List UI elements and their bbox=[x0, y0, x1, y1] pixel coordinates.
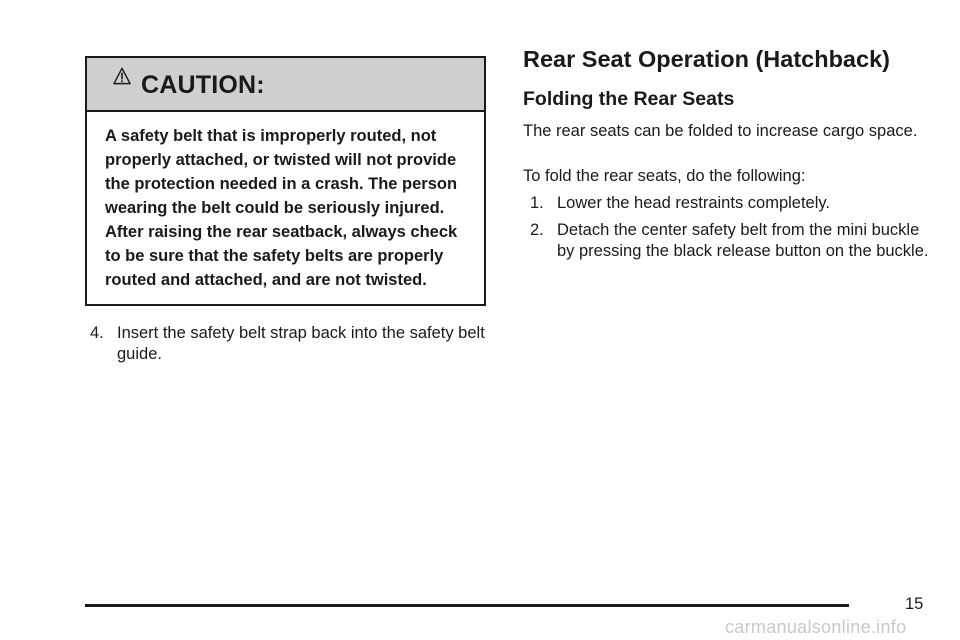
subsection-title: Folding the Rear Seats bbox=[523, 88, 735, 110]
step-number: 2. bbox=[530, 221, 544, 239]
watermark: carmanualsonline.info bbox=[725, 617, 907, 637]
list-item bbox=[530, 220, 930, 262]
step-text: Detach the center safety belt from the mini buckle by pressing the black release button on the buckle. bbox=[557, 221, 929, 260]
warning-triangle-icon bbox=[113, 67, 131, 85]
page-number: 15 bbox=[905, 595, 924, 613]
section-title: Rear Seat Operation (Hatchback) bbox=[523, 46, 890, 72]
list-item bbox=[530, 193, 930, 214]
step-text: Insert the safety belt strap back into the safety belt guide. bbox=[117, 324, 485, 363]
paragraph-cargo: The rear seats can be folded to increase cargo space. bbox=[523, 122, 918, 140]
caution-header bbox=[87, 58, 484, 112]
left-step-4 bbox=[90, 323, 490, 365]
step-text: Lower the head restraints completely. bbox=[557, 194, 830, 212]
caution-body: A safety belt that is improperly routed, not properly attached, or twisted will not provide the protection needed in a crash. The person wearing the belt could be seriously injured. After raising the rear seatback, always check to be sure that the safety belts are properly routed and attached, and are not twisted. bbox=[105, 127, 458, 289]
step-number: 1. bbox=[530, 194, 544, 212]
footer-rule bbox=[85, 604, 849, 607]
caution-title: CAUTION: bbox=[141, 71, 265, 99]
paragraph-instructions: To fold the rear seats, do the following: bbox=[523, 167, 806, 185]
step-list bbox=[530, 193, 930, 268]
caution-box bbox=[85, 56, 486, 306]
step-number: 4. bbox=[90, 324, 104, 342]
